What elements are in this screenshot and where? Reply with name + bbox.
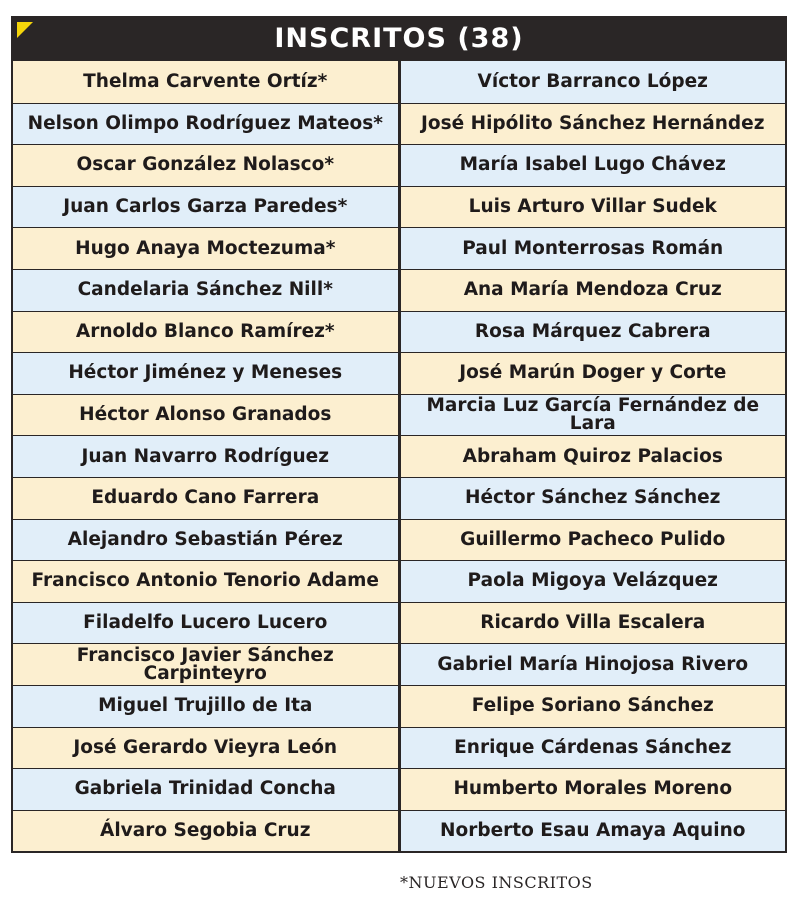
name-cell: Marcia Luz García Fernández de Lara [401,394,786,436]
name-cell: Ana María Mendoza Cruz [401,269,786,311]
name-cell: Abraham Quiroz Palacios [401,435,786,477]
corner-triangle-icon [17,22,33,38]
name-cell: Gabriel María Hinojosa Rivero [401,643,786,685]
registrants-table [11,16,787,853]
name-cell: Álvaro Segobia Cruz [13,810,398,852]
name-cell: María Isabel Lugo Chávez [401,144,786,186]
name-cell: Candelaria Sánchez Nill* [13,269,398,311]
name-cell: Hugo Anaya Moctezuma* [13,227,398,269]
name-cell: Guillermo Pacheco Pulido [401,519,786,561]
name-cell: Oscar González Nolasco* [13,144,398,186]
name-cell: Paola Migoya Velázquez [401,560,786,602]
table-header [11,16,787,61]
page-title: INSCRITOS (38) [274,23,524,54]
name-cell: Thelma Carvente Ortíz* [13,61,398,103]
name-cell: José Marún Doger y Corte [401,352,786,394]
name-cell: Paul Monterrosas Román [401,227,786,269]
name-cell: José Gerardo Vieyra León [13,727,398,769]
footnote: *NUEVOS INSCRITOS [400,873,593,892]
name-cell: Eduardo Cano Farrera [13,477,398,519]
name-cell: Humberto Morales Moreno [401,768,786,810]
name-cell: Norberto Esau Amaya Aquino [401,810,786,852]
name-cell: Nelson Olimpo Rodríguez Mateos* [13,103,398,145]
name-cell: Francisco Antonio Tenorio Adame [13,560,398,602]
name-cell: Héctor Alonso Granados [13,394,398,436]
name-cell: José Hipólito Sánchez Hernández [401,103,786,145]
name-cell: Héctor Jiménez y Meneses [13,352,398,394]
name-cell: Luis Arturo Villar Sudek [401,186,786,228]
name-cell: Felipe Soriano Sánchez [401,685,786,727]
right-column [401,61,786,851]
name-cell: Rosa Márquez Cabrera [401,311,786,353]
name-cell: Miguel Trujillo de Ita [13,685,398,727]
name-cell: Alejandro Sebastián Pérez [13,519,398,561]
name-cell: Francisco Javier Sánchez Carpinteyro [13,643,398,685]
name-grid [11,61,787,853]
name-cell: Juan Carlos Garza Paredes* [13,186,398,228]
name-cell: Enrique Cárdenas Sánchez [401,727,786,769]
left-column [13,61,398,851]
name-cell: Héctor Sánchez Sánchez [401,477,786,519]
name-cell: Filadelfo Lucero Lucero [13,602,398,644]
name-cell: Ricardo Villa Escalera [401,602,786,644]
name-cell: Arnoldo Blanco Ramírez* [13,311,398,353]
name-cell: Juan Navarro Rodríguez [13,435,398,477]
name-cell: Gabriela Trinidad Concha [13,768,398,810]
name-cell: Víctor Barranco López [401,61,786,103]
